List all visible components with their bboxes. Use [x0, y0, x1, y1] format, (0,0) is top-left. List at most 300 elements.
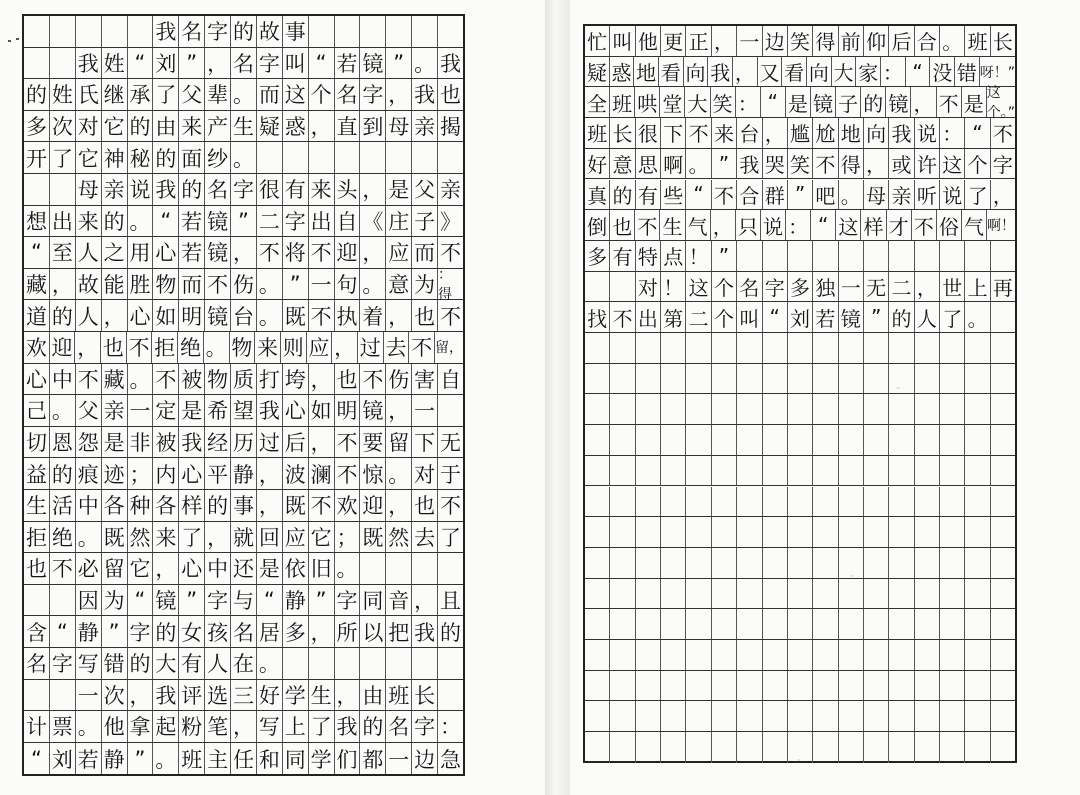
grid-cell: 来 — [178, 111, 204, 142]
grid-cell: 镜 — [838, 302, 863, 332]
grid-line — [24, 300, 463, 332]
grid-cell: 班 — [587, 122, 608, 147]
grid-cell: 。 — [411, 48, 437, 79]
grid-cell: 亲 — [437, 174, 463, 205]
grid-line — [24, 648, 463, 680]
grid-cell: 一 — [308, 269, 334, 300]
grid-cell: 评 — [178, 680, 204, 711]
grid-cell: 子 — [835, 87, 860, 117]
grid-cell: 秘 — [127, 142, 153, 173]
grid-cell: 想 — [25, 209, 47, 234]
grid-cell: ：得 — [437, 269, 463, 300]
grid-line — [585, 333, 1015, 364]
grid-cell — [585, 579, 609, 609]
grid-cell — [914, 394, 939, 424]
grid-cell: 对 — [75, 111, 101, 142]
grid-cell: 合 — [914, 26, 939, 56]
grid-cell: 澜 — [308, 458, 334, 489]
grid-cell: 事 — [230, 490, 256, 521]
grid-cell: ， — [308, 616, 334, 647]
grid-cell: 于 — [437, 458, 463, 489]
grid-cell: 如 — [152, 300, 178, 331]
grid-cell: 是 — [256, 553, 282, 584]
grid-cell — [914, 333, 939, 363]
grid-cell: 主 — [204, 743, 230, 775]
grid-cell: 一 — [127, 395, 153, 426]
grid-cell — [49, 48, 75, 79]
grid-cell — [990, 701, 1015, 731]
grid-cell — [762, 640, 787, 670]
grid-cell — [787, 394, 812, 424]
grid-cell: 一 — [385, 743, 411, 775]
grid-cell — [888, 548, 913, 578]
grid-cell: 然 — [385, 522, 411, 553]
grid-cell: 而 — [256, 79, 282, 110]
grid-cell: 大 — [831, 57, 856, 87]
grid-cell: 这个。” — [986, 85, 1016, 122]
grid-cell — [762, 364, 787, 394]
grid-cell: 来 — [308, 174, 334, 205]
grid-cell: 我 — [707, 57, 732, 87]
grid-cell — [762, 548, 787, 578]
grid-cell — [711, 701, 736, 731]
grid-cell: 的 — [437, 616, 463, 647]
grid-cell: ” — [711, 149, 736, 179]
grid-cell: 急 — [437, 743, 463, 775]
grid-cell: 之 — [101, 237, 127, 268]
grid-cell: 过 — [256, 427, 282, 458]
grid-line — [585, 394, 1015, 425]
grid-cell — [609, 640, 634, 670]
grid-cell — [711, 487, 736, 517]
grid-cell: 姓 — [101, 48, 127, 79]
grid-cell — [660, 333, 685, 363]
grid-cell: 迎 — [49, 332, 75, 363]
grid-cell: 长 — [411, 680, 437, 711]
grid-cell — [711, 640, 736, 670]
grid-cell — [585, 333, 609, 363]
grid-cell: 也 — [100, 332, 126, 363]
grid-cell: 句 — [334, 269, 360, 300]
grid-cell: 不 — [911, 210, 936, 240]
grid-cell — [888, 579, 913, 609]
grid-cell: 疑 — [256, 111, 282, 142]
grid-line — [585, 487, 1015, 518]
grid-cell — [762, 333, 787, 363]
grid-cell: 去 — [411, 522, 437, 553]
grid-cell: 的 — [230, 16, 256, 47]
grid-cell — [736, 548, 761, 578]
grid-cell — [437, 680, 463, 711]
grid-cell: “ — [685, 180, 710, 210]
grid-cell — [838, 241, 863, 271]
grid-cell: 就 — [230, 522, 256, 553]
grid-cell: 我 — [178, 427, 204, 458]
grid-cell: 名 — [334, 79, 360, 110]
grid-cell: 去 — [383, 332, 409, 363]
grid-cell: 写 — [256, 711, 282, 742]
grid-cell — [609, 456, 634, 486]
grid-cell: ， — [230, 711, 256, 742]
grid-cell: 笑 — [710, 87, 735, 117]
grid-cell: 。 — [230, 142, 256, 173]
grid-cell: 真 — [587, 183, 608, 208]
grid-cell: 子 — [411, 206, 437, 237]
grid-cell: 不 — [812, 149, 837, 179]
grid-cell: 边 — [411, 743, 437, 775]
grid-cell: 二 — [888, 272, 913, 302]
grid-cell: 的 — [204, 490, 230, 521]
grid-cell: 这 — [835, 210, 860, 240]
grid-cell — [863, 732, 888, 763]
grid-cell: 既 — [282, 490, 308, 521]
grid-cell: 大 — [152, 648, 178, 679]
grid-line — [585, 272, 1015, 303]
grid-cell: 不 — [408, 332, 434, 363]
grid-cell — [685, 333, 710, 363]
grid-cell: 对 — [411, 458, 437, 489]
grid-cell: 的 — [609, 180, 634, 210]
grid-line — [585, 26, 1015, 57]
grid-cell: 了 — [964, 180, 989, 210]
grid-cell: 不 — [308, 490, 334, 521]
grid-cell: 若 — [334, 48, 360, 79]
grid-cell: ， — [230, 237, 256, 268]
grid-cell — [838, 579, 863, 609]
grid-cell: 质 — [230, 364, 256, 395]
grid-cell: 次 — [49, 111, 75, 142]
grid-cell: 若 — [178, 206, 204, 237]
grid-cell: 。 — [256, 648, 282, 679]
grid-cell: 绝 — [49, 522, 75, 553]
grid-cell — [75, 16, 101, 47]
grid-cell: 。 — [964, 302, 989, 332]
grid-cell: 还 — [230, 553, 256, 584]
grid-cell: ： — [880, 57, 905, 87]
left-writing-grid — [22, 14, 465, 776]
grid-cell: 一 — [838, 272, 863, 302]
grid-cell: 们 — [334, 743, 360, 775]
grid-cell: 种 — [127, 490, 153, 521]
grid-cell: 惑 — [282, 111, 308, 142]
grid-cell — [863, 456, 888, 486]
grid-cell — [736, 456, 761, 486]
grid-line — [585, 548, 1015, 579]
grid-cell: 不 — [936, 87, 961, 117]
grid-cell: 下 — [411, 427, 437, 458]
grid-cell: 。 — [838, 180, 863, 210]
grid-cell: 我 — [152, 680, 178, 711]
grid-cell — [812, 579, 837, 609]
grid-cell — [990, 241, 1015, 271]
grid-cell: 大 — [684, 87, 709, 117]
grid-cell: 母 — [75, 174, 101, 205]
grid-cell — [964, 548, 989, 578]
grid-cell: 非 — [127, 427, 153, 458]
grid-cell — [437, 648, 463, 679]
grid-cell — [762, 394, 787, 424]
grid-cell — [609, 732, 634, 763]
grid-cell: 他 — [635, 26, 660, 56]
grid-cell: 刘 — [787, 302, 812, 332]
grid-cell — [359, 648, 385, 679]
grid-cell: 亲 — [101, 174, 127, 205]
grid-cell: 不 — [437, 237, 463, 268]
grid-cell: 人 — [75, 237, 101, 268]
grid-cell: 历 — [230, 427, 256, 458]
grid-cell: 不 — [308, 237, 334, 268]
grid-cell — [863, 609, 888, 639]
grid-cell — [787, 425, 812, 455]
grid-cell: 由 — [152, 111, 178, 142]
grid-cell: 多 — [787, 272, 812, 302]
grid-cell: 。 — [203, 332, 229, 363]
grid-cell: 继 — [101, 79, 127, 110]
grid-cell: 亲 — [411, 111, 437, 142]
grid-cell: 镜 — [885, 87, 910, 117]
grid-cell: 把 — [385, 616, 411, 647]
grid-cell: 含 — [25, 620, 47, 645]
grid-cell — [762, 732, 787, 763]
grid-cell — [334, 142, 360, 173]
grid-line — [24, 585, 463, 617]
grid-cell: 镜 — [810, 87, 835, 117]
grid-cell: 出 — [308, 206, 334, 237]
grid-cell — [685, 732, 710, 763]
grid-cell — [49, 585, 75, 616]
grid-cell — [939, 671, 964, 701]
grid-cell: 字 — [204, 16, 230, 47]
grid-cell — [635, 517, 660, 547]
grid-cell: 为 — [411, 269, 437, 300]
grid-cell: 一 — [411, 395, 437, 426]
grid-cell: 我 — [437, 48, 463, 79]
grid-cell: ， — [308, 427, 334, 458]
grid-line — [24, 553, 463, 585]
grid-cell — [359, 16, 385, 47]
grid-cell: 我 — [411, 79, 437, 110]
grid-cell: 静 — [101, 743, 127, 775]
grid-cell — [635, 487, 660, 517]
grid-cell: 既 — [359, 522, 385, 553]
grid-cell — [585, 517, 609, 547]
grid-cell: 它 — [101, 111, 127, 142]
grid-cell — [762, 425, 787, 455]
grid-cell: ： — [939, 118, 964, 148]
grid-cell — [888, 640, 913, 670]
grid-cell: ， — [101, 300, 127, 331]
grid-cell: 是 — [178, 395, 204, 426]
grid-cell: 特 — [635, 241, 660, 271]
grid-cell — [24, 174, 49, 205]
grid-line — [585, 425, 1015, 456]
grid-cell — [914, 456, 939, 486]
grid-cell — [660, 579, 685, 609]
grid-cell: 无 — [863, 272, 888, 302]
grid-cell: 》 — [437, 206, 463, 237]
grid-cell: 好 — [256, 680, 282, 711]
grid-print-mark: ~ — [797, 758, 802, 764]
grid-cell: 字 — [359, 79, 385, 110]
grid-cell: 气 — [961, 210, 986, 240]
grid-cell: 忙 — [587, 30, 608, 55]
grid-line — [24, 680, 463, 712]
grid-cell: 为 — [101, 585, 127, 616]
grid-cell: 留， — [434, 332, 463, 363]
grid-cell: 物 — [152, 269, 178, 300]
grid-cell — [411, 16, 437, 47]
grid-cell — [914, 425, 939, 455]
grid-cell: 。 — [49, 395, 75, 426]
grid-cell — [939, 394, 964, 424]
grid-cell: ” — [178, 585, 204, 616]
grid-cell: “ — [810, 210, 835, 240]
grid-cell: 承 — [127, 79, 153, 110]
grid-cell — [685, 364, 710, 394]
grid-cell — [838, 609, 863, 639]
grid-cell: 出 — [635, 302, 660, 332]
grid-cell — [990, 487, 1015, 517]
grid-cell: 我 — [334, 711, 360, 742]
grid-cell: 才 — [886, 210, 911, 240]
grid-cell: 被 — [178, 364, 204, 395]
grid-cell: 庄 — [385, 206, 411, 237]
grid-cell — [585, 732, 609, 763]
grid-line — [24, 364, 463, 396]
grid-cell — [711, 671, 736, 701]
grid-cell: 一 — [736, 26, 761, 56]
grid-cell: 或 — [888, 149, 913, 179]
grid-cell: 俗 — [936, 210, 961, 240]
grid-cell: 也 — [437, 79, 463, 110]
grid-cell: 物 — [204, 364, 230, 395]
grid-cell: 有 — [282, 174, 308, 205]
grid-cell: 向 — [863, 118, 888, 148]
grid-cell: ” — [127, 743, 153, 775]
grid-cell — [660, 394, 685, 424]
grid-line — [585, 364, 1015, 395]
grid-cell: 啊 — [660, 149, 685, 179]
grid-cell: 哄 — [634, 87, 659, 117]
grid-cell — [939, 241, 964, 271]
grid-cell: 然 — [127, 522, 153, 553]
grid-cell: ， — [204, 48, 230, 79]
grid-cell: 的 — [152, 616, 178, 647]
grid-cell — [585, 671, 609, 701]
grid-cell: 伤 — [385, 364, 411, 395]
grid-cell: 痕 — [75, 458, 101, 489]
grid-cell: 错 — [954, 57, 979, 87]
grid-cell — [660, 517, 685, 547]
grid-cell: 是 — [385, 174, 411, 205]
grid-cell: 看 — [781, 57, 806, 87]
grid-cell: 。 — [939, 26, 964, 56]
grid-cell — [964, 241, 989, 271]
grid-cell: 多 — [25, 115, 47, 140]
grid-cell — [939, 548, 964, 578]
grid-cell: 样 — [178, 490, 204, 521]
grid-line — [24, 16, 463, 48]
grid-cell — [660, 640, 685, 670]
grid-cell: 因 — [75, 585, 101, 616]
grid-cell: 学 — [282, 680, 308, 711]
grid-cell: 明 — [178, 300, 204, 331]
grid-cell — [585, 609, 609, 639]
grid-cell: 《 — [359, 206, 385, 237]
grid-cell: 这 — [939, 149, 964, 179]
grid-cell: ， — [204, 522, 230, 553]
grid-cell — [812, 640, 837, 670]
grid-cell: ， — [385, 79, 411, 110]
grid-cell: 。 — [152, 743, 178, 775]
grid-cell — [990, 517, 1015, 547]
grid-cell: 又 — [757, 57, 782, 87]
grid-cell: ， — [256, 458, 282, 489]
grid-cell: 意 — [385, 269, 411, 300]
grid-cell — [787, 241, 812, 271]
grid-cell — [914, 640, 939, 670]
grid-cell — [888, 701, 913, 731]
grid-cell: 镜 — [204, 300, 230, 331]
grid-cell: ” — [385, 48, 411, 79]
grid-cell — [914, 517, 939, 547]
grid-cell: 名 — [230, 48, 256, 79]
grid-cell — [437, 142, 463, 173]
grid-cell — [812, 487, 837, 517]
grid-line — [24, 111, 463, 143]
grid-cell: 正 — [685, 26, 710, 56]
grid-cell: 过 — [357, 332, 383, 363]
grid-cell — [964, 517, 989, 547]
grid-cell — [711, 732, 736, 763]
grid-line — [585, 180, 1015, 211]
grid-cell — [939, 364, 964, 394]
grid-cell — [635, 640, 660, 670]
grid-line — [585, 241, 1015, 272]
grid-cell: ， — [127, 680, 153, 711]
grid-cell: 尬 — [812, 118, 837, 148]
grid-cell — [609, 517, 634, 547]
grid-cell: 居 — [256, 616, 282, 647]
grid-cell: 也 — [609, 210, 634, 240]
grid-cell: 再 — [990, 272, 1015, 302]
grid-cell: 所 — [334, 616, 360, 647]
grid-cell: 我 — [152, 174, 178, 205]
grid-cell: 拒 — [25, 525, 47, 550]
grid-cell: 心 — [178, 553, 204, 584]
grid-line — [24, 616, 463, 648]
grid-cell — [838, 732, 863, 763]
grid-cell — [736, 732, 761, 763]
grid-cell: 留 — [385, 427, 411, 458]
grid-cell: 辈 — [204, 79, 230, 110]
grid-cell — [660, 456, 685, 486]
grid-cell — [888, 241, 913, 271]
grid-cell: 字 — [230, 174, 256, 205]
grid-cell: 的 — [860, 87, 885, 117]
grid-cell: 孩 — [204, 616, 230, 647]
grid-line — [585, 517, 1015, 548]
grid-cell: 。 — [127, 206, 153, 237]
grid-cell: 着 — [359, 300, 385, 331]
grid-cell: 开 — [25, 146, 47, 171]
grid-cell — [863, 548, 888, 578]
grid-cell — [888, 425, 913, 455]
grid-cell: 的 — [101, 206, 127, 237]
grid-cell: 字 — [204, 585, 230, 616]
grid-cell — [914, 548, 939, 578]
grid-cell: 第 — [660, 302, 685, 332]
